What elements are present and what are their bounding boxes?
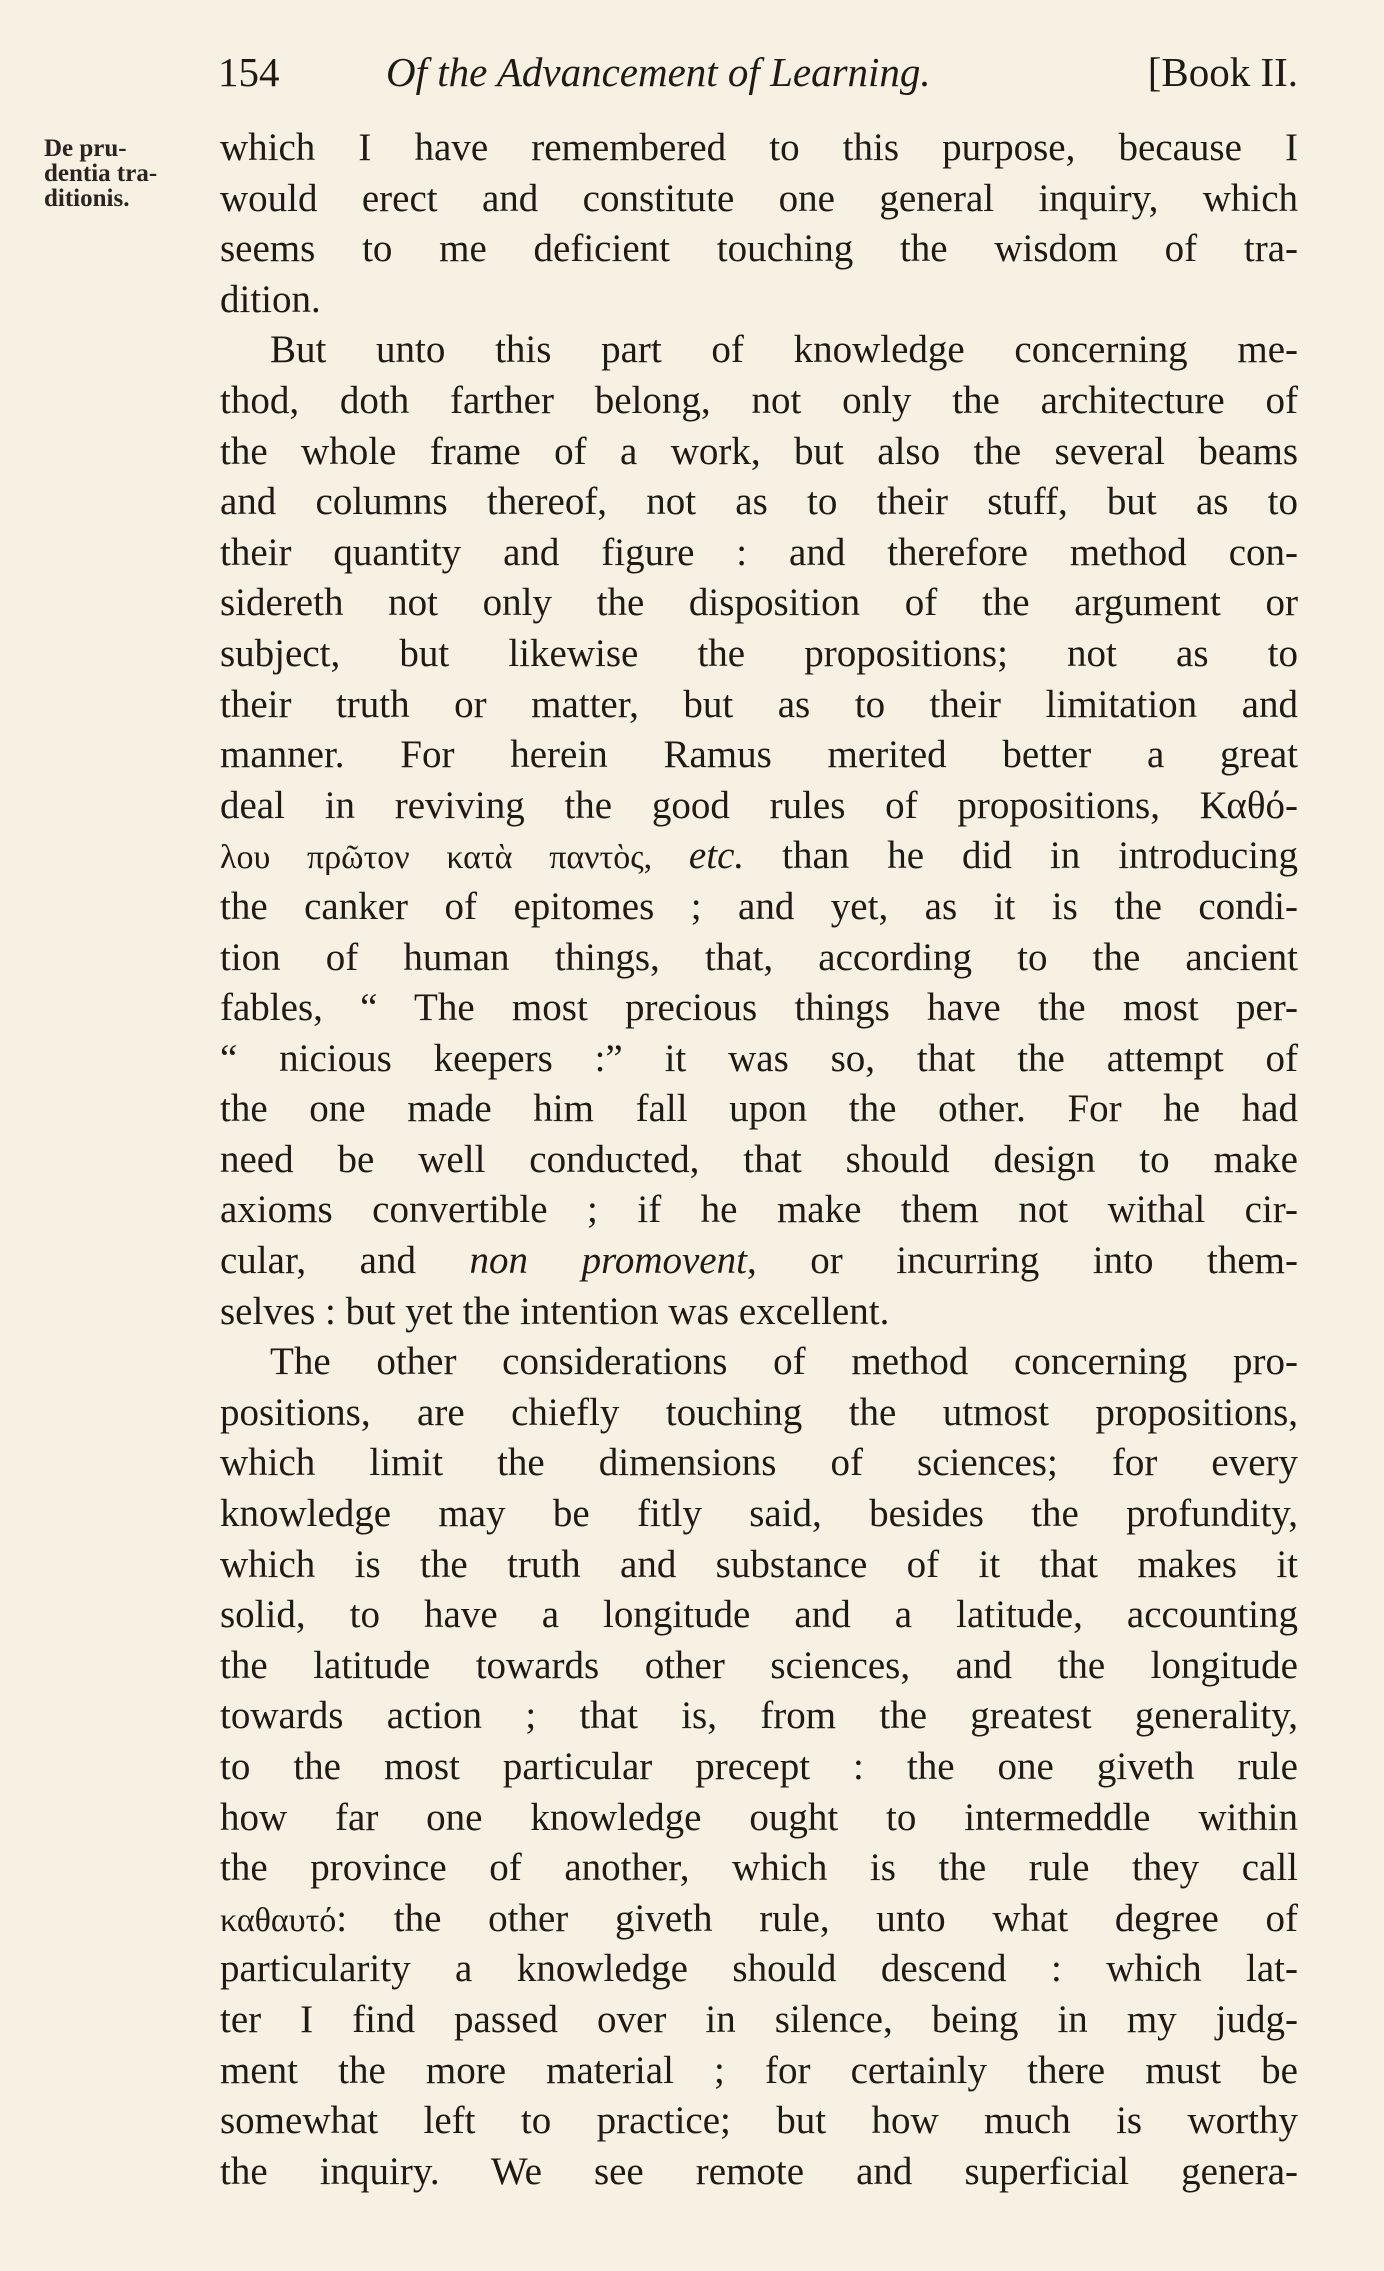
text-line: somewhat left to practice; but how much is worthy [220,2099,1298,2143]
text-line: the canker of epitomes ; and yet, as it is the condi- [220,884,1298,928]
text-line: But unto this part of knowledge concerning me- [270,328,1298,372]
text-segment: cular, and [220,1239,470,1283]
text-line: The other considerations of method concerning pro- [270,1340,1298,1384]
running-title: Of the Advancement of Learning. [386,49,931,95]
text-line [220,1894,1298,1945]
text-line: positions, are chiefly touching the utmost propositions, [220,1390,1298,1434]
text-line: seems to me deficient touching the wisdom of tra- [220,227,1298,271]
text-line: towards action ; that is, from the greatest generality, [220,1694,1298,1738]
running-header [218,42,1298,102]
marginal-note-line: dentia tra- [44,160,158,187]
text-line: the province of another, which is the rule they call [220,1846,1298,1890]
text-line: subject, but likewise the propositions; not as to [220,631,1298,675]
text-segment: non promovent [469,1239,747,1283]
text-line: selves : but yet the intention was excellent. [220,1289,890,1333]
text-line [220,831,1298,882]
text-line: sidereth not only the disposition of the argument or [220,581,1298,625]
text-line: ment the more material ; for certainly there must be [220,2048,1298,2092]
text-line: would erect and constitute one general inquiry, which [220,176,1298,220]
text-line: fables, “ The most precious things have the most per- [220,986,1298,1030]
page-number: 154 [218,49,280,95]
text-line: the one made him fall upon the other. For he had [220,1087,1298,1131]
text-segment: , or incurring into them- [746,1239,1298,1283]
text-line: manner. For herein Ramus merited better a great [220,733,1298,777]
text-line: the whole frame of a work, but also the several beams [220,429,1298,473]
text-line: solid, to have a longitude and a latitude, accounting [220,1593,1298,1637]
text-line: deal in reviving the good rules of propositions, Καθό- [220,783,1298,827]
text-line: dition. [220,277,321,321]
marginal-note-line: De pru- [44,135,127,162]
text-segment: : the other giveth rule, unto what degree of [336,1896,1298,1940]
text-segment: καθαυτό [220,1901,337,1939]
text-segment: etc. [688,834,745,878]
text-line: axioms convertible ; if he make them not withal cir- [220,1188,1298,1232]
text-line: their truth or matter, but as to their limitation and [220,682,1298,726]
text-line: which limit the dimensions of sciences; for every [220,1441,1298,1485]
text-segment: λου πρῶτον κατὰ παντὸς, [220,839,689,877]
text-line: ter I find passed over in silence, being in my judg- [220,1997,1298,2041]
marginal-note-line: ditionis. [44,185,130,212]
text-line: particularity a knowledge should descend : which lat- [220,1947,1298,1991]
book-label: [Book II. [1147,49,1298,95]
text-segment: than he did in introducing [744,834,1298,878]
text-line: the latitude towards other sciences, and the longitude [220,1643,1298,1687]
text-line: their quantity and figure : and therefore method con- [220,530,1298,574]
text-line: knowledge may be fitly said, besides the profundity, [220,1492,1298,1536]
text-line: “ nicious keepers :” it was so, that the attempt of [220,1036,1298,1080]
text-line: to the most particular precept : the one giveth rule [220,1745,1298,1788]
text-line [220,1236,1298,1287]
marginal-note [44,136,194,211]
text-line: and columns thereof, not as to their stuff, but as to [220,480,1298,524]
text-line: which is the truth and substance of it that makes it [220,1542,1298,1586]
body-text [220,123,1298,2197]
text-line: need be well conducted, that should design to make [220,1137,1298,1181]
text-line: the inquiry. We see remote and superficial genera- [220,2149,1298,2193]
text-line: how far one knowledge ought to intermeddle within [220,1795,1298,1839]
text-line: tion of human things, that, according to the ancient [220,935,1298,979]
text-line: thod, doth farther belong, not only the architecture of [220,378,1298,422]
text-line: which I have remembered to this purpose, because I [220,126,1298,169]
